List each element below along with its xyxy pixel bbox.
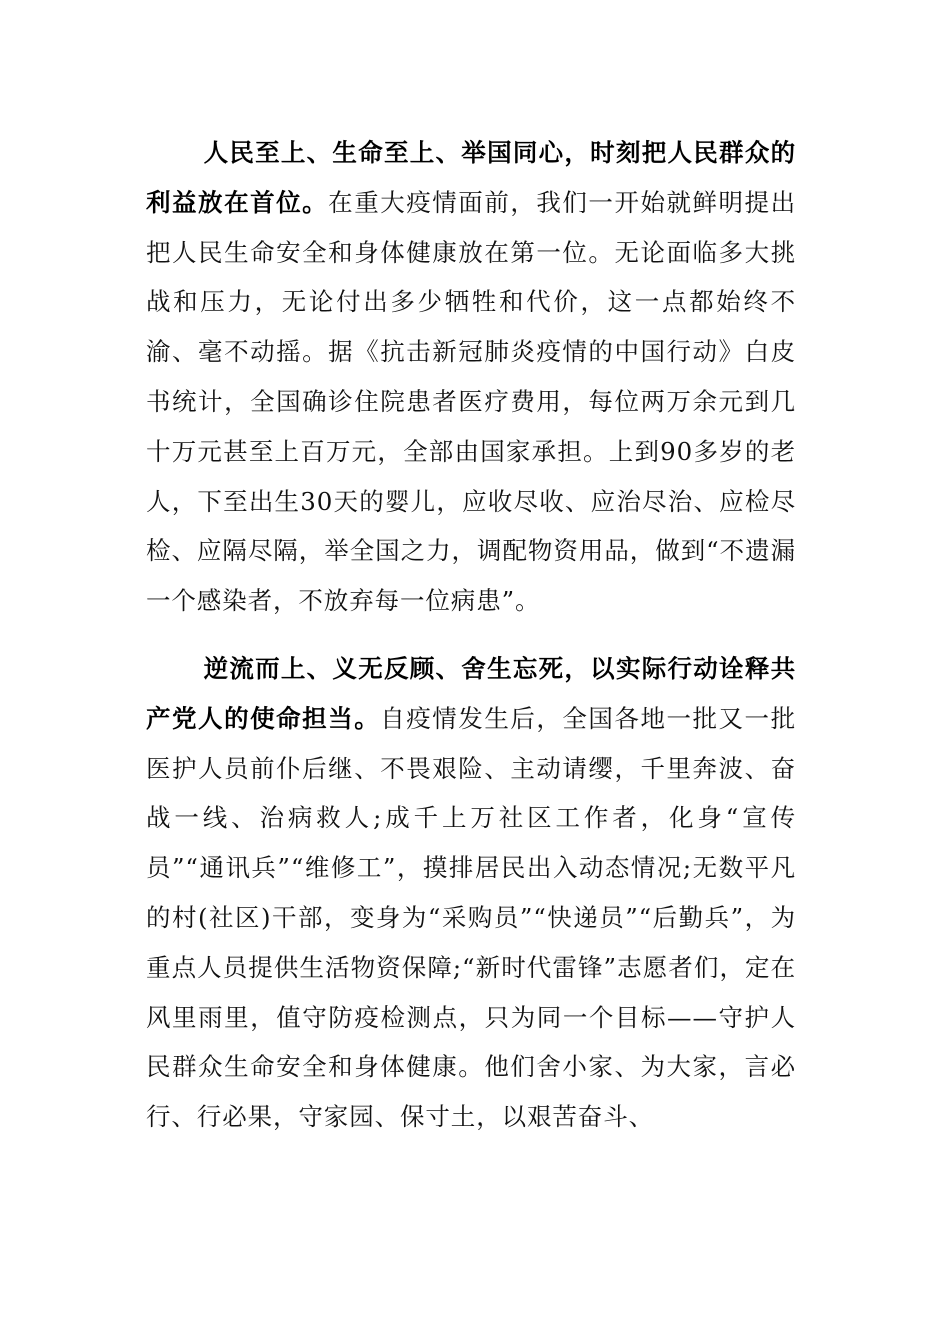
paragraph-1-body: 在重大疫情面前，我们一开始就鲜明提出把人民生命安全和身体健康放在第一位。无论面临多大挑战和压力，无论付出多少牺牲和代价，这一点都始终不渝、毫不动摇。据《抗击新冠肺炎疫情的中国行动》白皮书统计，全国确诊住院患者医疗费用，每位两万余元到几十万元甚至上百万元，全部由国家承担。上到90多岁的老人，下至出生30天的婴儿，应收尽收、应治尽治、应检尽检、应隔尽隔，举全国之力，调配物资用品，做到“不遗漏一个感染者，不放弃每一位病患”。 [146, 187, 796, 616]
paragraph-2-lead: 逆流而上、义无反顾、舍生忘死，以实际行动诠释共产党人的使命担当。 [146, 654, 796, 733]
paragraph-2 [146, 644, 796, 1142]
paragraph-1-lead: 人民至上、生命至上、举国同心，时刻把人民群众的利益放在首位。 [146, 138, 796, 217]
paragraph-1 [146, 128, 796, 626]
paragraph-2-body: 自疫情发生后，全国各地一批又一批医护人员前仆后继、不畏艰险、主动请缨，千里奔波、奋战一线、治病救人;成千上万社区工作者，化身“宣传员”“通讯兵”“维修工”，摸排居民出入动态情况;无数平凡的村(社区)干部，变身为“采购员”“快递员”“后勤兵”，为重点人员提供生活物资保障;“新时代雷锋”志愿者们，定在风里雨里，值守防疫检测点，只为同一个目标——守护人民群众生命安全和身体健康。他们舍小家、为大家，言必行、行必果，守家园、保寸土，以艰苦奋斗、 [146, 703, 796, 1132]
